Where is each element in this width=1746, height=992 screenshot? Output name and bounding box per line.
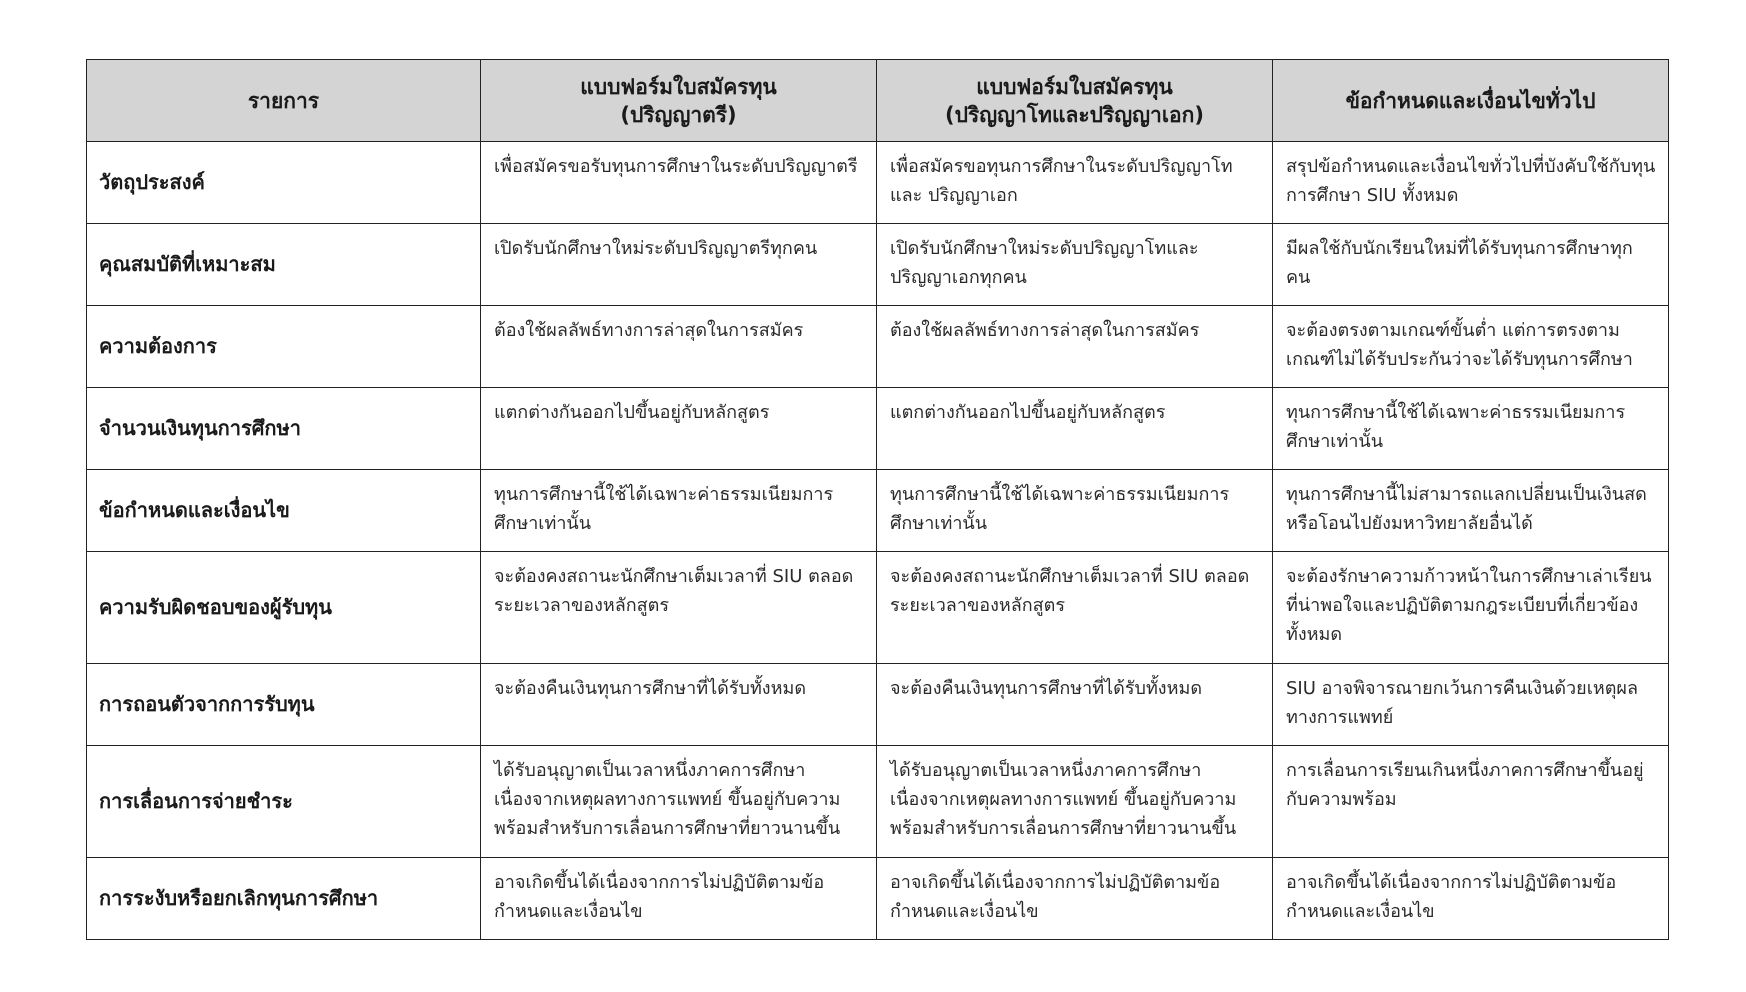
header-general-label: ข้อกำหนดและเงื่อนไขทั่วไป: [1345, 88, 1596, 113]
cell-graduate: เพื่อสมัครขอทุนการศึกษาในระดับปริญญาโท และ ปริญญาเอก: [877, 142, 1273, 224]
cell-graduate: ทุนการศึกษานี้ใช้ได้เฉพาะค่าธรรมเนียมการศึกษาเท่านั้น: [877, 470, 1273, 552]
cell-bachelor: ได้รับอนุญาตเป็นเวลาหนึ่งภาคการศึกษา เนื่องจากเหตุผลทางการแพทย์ ขึ้นอยู่กับความพร้อมสำหรับการเลื่อนการศึกษาที่ยาวนานขึ้น: [481, 746, 877, 858]
scholarship-comparison-table: [86, 59, 1669, 940]
cell-graduate: อาจเกิดขึ้นได้เนื่องจากการไม่ปฏิบัติตามข้อกำหนดและเงื่อนไข: [877, 858, 1273, 940]
row-label: การระงับหรือยกเลิกทุนการศึกษา: [87, 858, 481, 940]
header-bachelor-line2: (ปริญญาตรี): [620, 102, 737, 127]
table-row-withdrawal: [87, 664, 1669, 746]
cell-general: จะต้องตรงตามเกณฑ์ขั้นต่ำ แต่การตรงตามเกณฑ์ไม่ได้รับประกันว่าจะได้รับทุนการศึกษา: [1273, 306, 1669, 388]
table-row-suspension: [87, 858, 1669, 940]
table-body: [87, 142, 1669, 940]
header-graduate-line2: (ปริญญาโทและปริญญาเอก): [945, 102, 1204, 127]
cell-graduate: เปิดรับนักศึกษาใหม่ระดับปริญญาโทและปริญญาเอกทุกคน: [877, 224, 1273, 306]
header-item-label: รายการ: [247, 88, 320, 113]
header-bachelor-form: [481, 60, 877, 142]
header-graduate-form: [877, 60, 1273, 142]
table-row-responsibilities: [87, 552, 1669, 664]
cell-general: จะต้องรักษาความก้าวหน้าในการศึกษาเล่าเรียนที่น่าพอใจและปฏิบัติตามกฎระเบียบที่เกี่ยวข้องทั้งหมด: [1273, 552, 1669, 664]
row-label: วัตถุประสงค์: [87, 142, 481, 224]
row-label: การถอนตัวจากการรับทุน: [87, 664, 481, 746]
cell-bachelor: แตกต่างกันออกไปขึ้นอยู่กับหลักสูตร: [481, 388, 877, 470]
cell-bachelor: ต้องใช้ผลลัพธ์ทางการล่าสุดในการสมัคร: [481, 306, 877, 388]
row-label: ข้อกำหนดและเงื่อนไข: [87, 470, 481, 552]
table-row-terms: [87, 470, 1669, 552]
header-bachelor-line1: แบบฟอร์มใบสมัครทุน: [580, 74, 777, 99]
header-graduate-line1: แบบฟอร์มใบสมัครทุน: [976, 74, 1173, 99]
cell-graduate: จะต้องคงสถานะนักศึกษาเต็มเวลาที่ SIU ตลอดระยะเวลาของหลักสูตร: [877, 552, 1273, 664]
cell-bachelor: เปิดรับนักศึกษาใหม่ระดับปริญญาตรีทุกคน: [481, 224, 877, 306]
cell-graduate: ต้องใช้ผลลัพธ์ทางการล่าสุดในการสมัคร: [877, 306, 1273, 388]
cell-bachelor: ทุนการศึกษานี้ใช้ได้เฉพาะค่าธรรมเนียมการศึกษาเท่านั้น: [481, 470, 877, 552]
cell-bachelor: เพื่อสมัครขอรับทุนการศึกษาในระดับปริญญาตรี: [481, 142, 877, 224]
table-row-amount: [87, 388, 1669, 470]
cell-general: ทุนการศึกษานี้ไม่สามารถแลกเปลี่ยนเป็นเงินสดหรือโอนไปยังมหาวิทยาลัยอื่นได้: [1273, 470, 1669, 552]
row-label: การเลื่อนการจ่ายชำระ: [87, 746, 481, 858]
cell-graduate: จะต้องคืนเงินทุนการศึกษาที่ได้รับทั้งหมด: [877, 664, 1273, 746]
row-label: จำนวนเงินทุนการศึกษา: [87, 388, 481, 470]
cell-bachelor: จะต้องคงสถานะนักศึกษาเต็มเวลาที่ SIU ตลอดระยะเวลาของหลักสูตร: [481, 552, 877, 664]
cell-bachelor: อาจเกิดขึ้นได้เนื่องจากการไม่ปฏิบัติตามข้อกำหนดและเงื่อนไข: [481, 858, 877, 940]
table-header: [87, 60, 1669, 142]
cell-graduate: แตกต่างกันออกไปขึ้นอยู่กับหลักสูตร: [877, 388, 1273, 470]
table-row-eligibility: [87, 224, 1669, 306]
row-label: ความต้องการ: [87, 306, 481, 388]
table-row-deferment: [87, 746, 1669, 858]
header-item: [87, 60, 481, 142]
cell-general: ทุนการศึกษานี้ใช้ได้เฉพาะค่าธรรมเนียมการศึกษาเท่านั้น: [1273, 388, 1669, 470]
header-general-terms: [1273, 60, 1669, 142]
row-label: ความรับผิดชอบของผู้รับทุน: [87, 552, 481, 664]
cell-graduate: ได้รับอนุญาตเป็นเวลาหนึ่งภาคการศึกษา เนื่องจากเหตุผลทางการแพทย์ ขึ้นอยู่กับความพร้อมสำหรับการเลื่อนการศึกษาที่ยาวนานขึ้น: [877, 746, 1273, 858]
cell-bachelor: จะต้องคืนเงินทุนการศึกษาที่ได้รับทั้งหมด: [481, 664, 877, 746]
row-label: คุณสมบัติที่เหมาะสม: [87, 224, 481, 306]
cell-general: การเลื่อนการเรียนเกินหนึ่งภาคการศึกษาขึ้นอยู่กับความพร้อม: [1273, 746, 1669, 858]
cell-general: อาจเกิดขึ้นได้เนื่องจากการไม่ปฏิบัติตามข้อกำหนดและเงื่อนไข: [1273, 858, 1669, 940]
scholarship-comparison-table-container: [86, 59, 1668, 940]
table-row-requirements: [87, 306, 1669, 388]
table-row-objective: [87, 142, 1669, 224]
cell-general: สรุปข้อกำหนดและเงื่อนไขทั่วไปที่บังคับใช้กับทุนการศึกษา SIU ทั้งหมด: [1273, 142, 1669, 224]
header-row: [87, 60, 1669, 142]
cell-general: SIU อาจพิจารณายกเว้นการคืนเงินด้วยเหตุผลทางการแพทย์: [1273, 664, 1669, 746]
cell-general: มีผลใช้กับนักเรียนใหม่ที่ได้รับทุนการศึกษาทุกคน: [1273, 224, 1669, 306]
